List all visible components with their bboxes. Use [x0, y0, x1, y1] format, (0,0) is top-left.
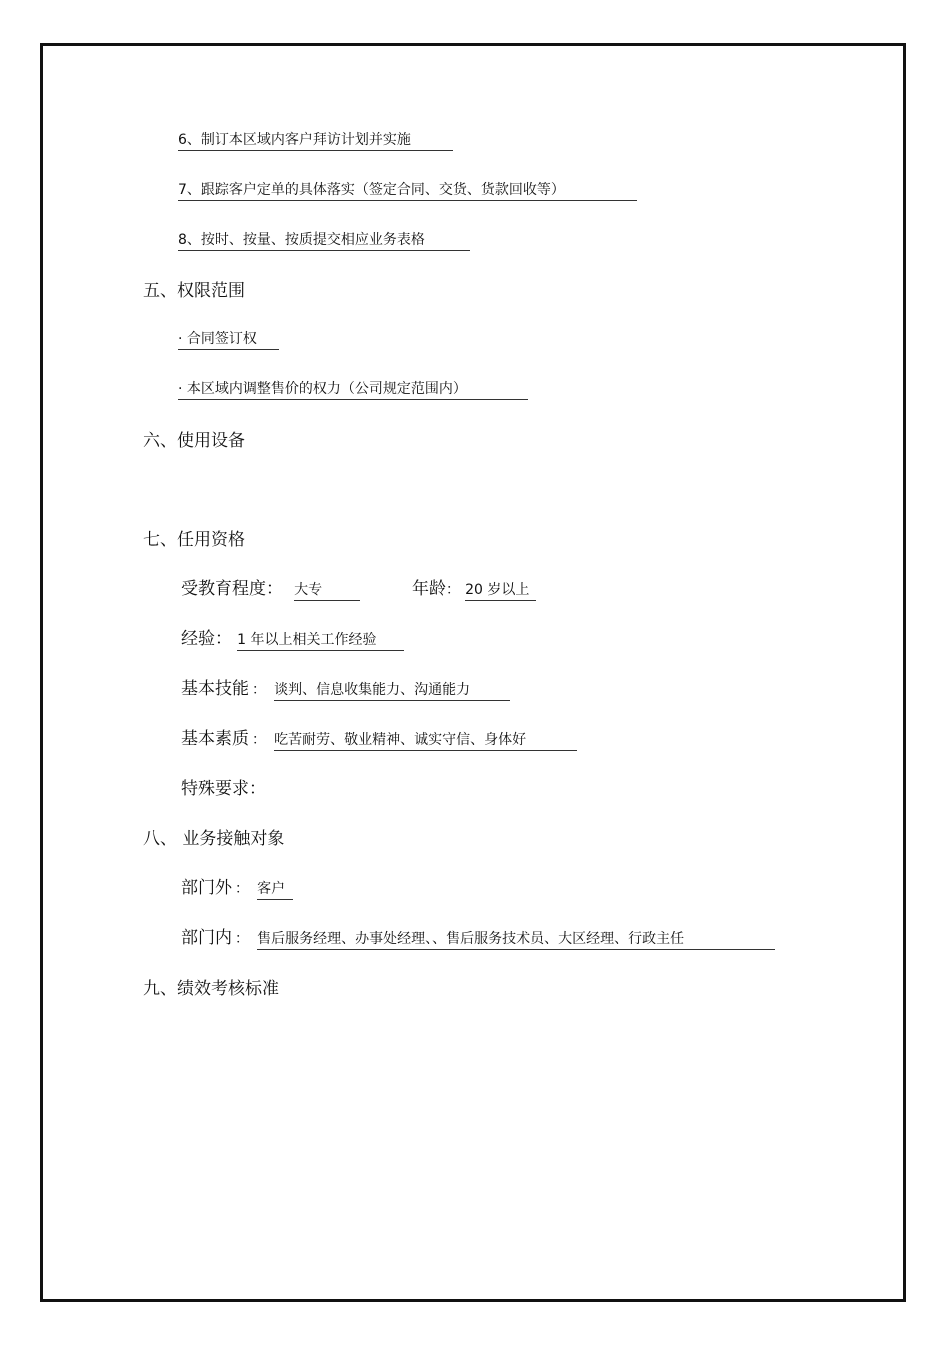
education-value: 大专 — [294, 583, 360, 601]
age-label: 年龄 — [412, 579, 446, 599]
education-label: 受教育程度： — [181, 579, 283, 599]
external-colon: ： — [235, 881, 249, 897]
internal-value: 售后服务经理、办事处经理、、售后服务技术员、大区经理、行政主任 — [257, 932, 775, 950]
special-requirements-label: 特殊要求： — [181, 779, 266, 799]
external-contact-row — [181, 880, 293, 900]
external-value: 客户 — [257, 882, 293, 900]
section-7-title: 七、任用资格 — [143, 530, 245, 550]
experience-label: 经验： — [181, 629, 232, 649]
skills-label: 基本技能 — [181, 679, 249, 699]
duty-item-8: 8、按时、按量、按质提交相应业务表格 — [178, 233, 470, 251]
external-label: 部门外 — [181, 878, 232, 898]
internal-contact-row — [181, 930, 775, 950]
quality-colon: ： — [252, 732, 266, 748]
quality-label: 基本素质 — [181, 729, 249, 749]
section-8-title: 八、 业务接触对象 — [143, 829, 285, 849]
experience-value: 1 年以上相关工作经验 — [237, 633, 404, 651]
section-6-title: 六、使用设备 — [143, 431, 245, 451]
section-9-title: 九、绩效考核标准 — [143, 979, 279, 999]
internal-label: 部门内 — [181, 928, 232, 948]
age-colon: ： — [446, 582, 460, 598]
skills-value: 谈判、信息收集能力、沟通能力 — [274, 683, 510, 701]
skills-colon: ： — [252, 682, 266, 698]
duty-item-7: 7、跟踪客户定单的具体落实（签定合同、交货、货款回收等） — [178, 183, 637, 201]
internal-colon: ： — [235, 931, 249, 947]
quality-value: 吃苦耐劳、敬业精神、诚实守信、身体好 — [274, 733, 577, 751]
experience-row — [181, 631, 404, 651]
section-5-title: 五、权限范围 — [143, 281, 245, 301]
page-border — [40, 43, 906, 1302]
age-value: 20 岁以上 — [465, 583, 536, 601]
skills-row — [181, 681, 510, 701]
quality-row — [181, 731, 577, 751]
authority-item-pricing: · 本区域内调整售价的权力（公司规定范围内） — [178, 382, 528, 400]
age-row — [412, 581, 536, 601]
authority-item-contract: · 合同签订权 — [178, 332, 279, 350]
education-row — [181, 581, 360, 601]
duty-item-6: 6、制订本区域内客户拜访计划并实施 — [178, 133, 453, 151]
